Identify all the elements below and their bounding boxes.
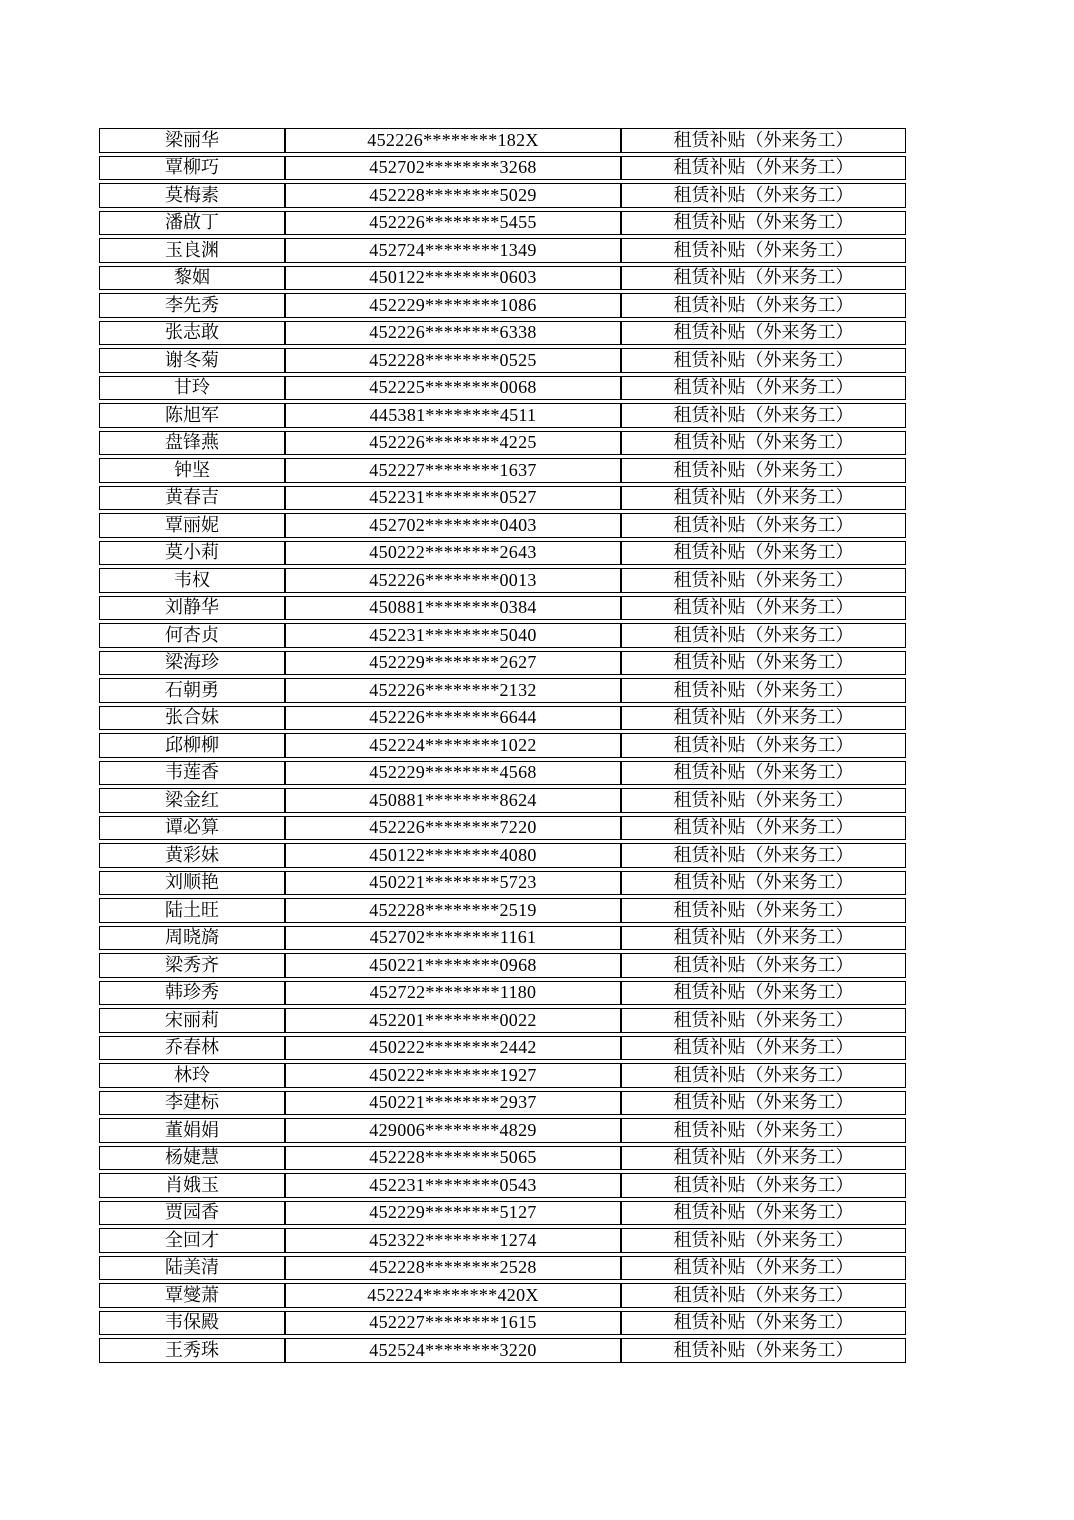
subsidy-cell: 租赁补贴（外来务工）	[621, 1008, 906, 1033]
subsidy-cell: 租赁补贴（外来务工）	[621, 1173, 906, 1198]
id-cell: 452524********3220	[285, 1338, 621, 1363]
subsidy-cell: 租赁补贴（外来务工）	[621, 238, 906, 263]
id-cell: 452228********5065	[285, 1146, 621, 1171]
table-row	[99, 128, 906, 153]
subsidy-cell: 租赁补贴（外来务工）	[621, 403, 906, 428]
id-cell: 452224********1022	[285, 733, 621, 758]
subsidy-cell: 租赁补贴（外来务工）	[621, 321, 906, 346]
id-cell: 452227********1615	[285, 1311, 621, 1336]
subsidy-cell: 租赁补贴（外来务工）	[621, 623, 906, 648]
subsidy-cell: 租赁补贴（外来务工）	[621, 1338, 906, 1363]
subsidy-cell: 租赁补贴（外来务工）	[621, 1311, 906, 1336]
table-row	[99, 1118, 906, 1143]
id-cell: 452724********1349	[285, 238, 621, 263]
name-cell: 玉良渊	[99, 238, 285, 263]
table-row	[99, 458, 906, 483]
name-cell: 周晓旖	[99, 926, 285, 951]
id-cell: 450122********0603	[285, 266, 621, 291]
name-cell: 甘玲	[99, 376, 285, 401]
table-row	[99, 871, 906, 896]
name-cell: 李建标	[99, 1091, 285, 1116]
id-cell: 452228********0525	[285, 348, 621, 373]
name-cell: 林玲	[99, 1063, 285, 1088]
name-cell: 梁金红	[99, 788, 285, 813]
subsidy-cell: 租赁补贴（外来务工）	[621, 1228, 906, 1253]
table-row	[99, 321, 906, 346]
subsidy-cell: 租赁补贴（外来务工）	[621, 843, 906, 868]
subsidy-cell: 租赁补贴（外来务工）	[621, 761, 906, 786]
subsidy-cell: 租赁补贴（外来务工）	[621, 596, 906, 621]
name-cell: 肖娥玉	[99, 1173, 285, 1198]
table-row	[99, 376, 906, 401]
id-cell: 452229********1086	[285, 293, 621, 318]
id-cell: 452226********6644	[285, 706, 621, 731]
subsidy-cell: 租赁补贴（外来务工）	[621, 348, 906, 373]
table-row	[99, 156, 906, 181]
table-row	[99, 733, 906, 758]
id-cell: 452225********0068	[285, 376, 621, 401]
name-cell: 覃燮萧	[99, 1283, 285, 1308]
table-row	[99, 431, 906, 456]
id-cell: 452229********5127	[285, 1201, 621, 1226]
id-cell: 452231********0527	[285, 486, 621, 511]
name-cell: 覃丽妮	[99, 513, 285, 538]
name-cell: 韩珍秀	[99, 981, 285, 1006]
subsidy-roster-table	[99, 125, 906, 1366]
id-cell: 452702********1161	[285, 926, 621, 951]
table-row	[99, 486, 906, 511]
name-cell: 莫小莉	[99, 541, 285, 566]
name-cell: 陆美清	[99, 1256, 285, 1281]
id-cell: 452231********5040	[285, 623, 621, 648]
table-row	[99, 1173, 906, 1198]
name-cell: 黄彩妹	[99, 843, 285, 868]
name-cell: 陆土旺	[99, 898, 285, 923]
table-row	[99, 1091, 906, 1116]
name-cell: 韦保殿	[99, 1311, 285, 1336]
subsidy-cell: 租赁补贴（外来务工）	[621, 513, 906, 538]
subsidy-cell: 租赁补贴（外来务工）	[621, 1118, 906, 1143]
name-cell: 董娟娟	[99, 1118, 285, 1143]
table-row	[99, 898, 906, 923]
id-cell: 452226********2132	[285, 678, 621, 703]
table-row	[99, 1036, 906, 1061]
subsidy-cell: 租赁补贴（外来务工）	[621, 733, 906, 758]
id-cell: 452702********3268	[285, 156, 621, 181]
id-cell: 452229********4568	[285, 761, 621, 786]
subsidy-cell: 租赁补贴（外来务工）	[621, 706, 906, 731]
name-cell: 谭必算	[99, 816, 285, 841]
name-cell: 何杏贞	[99, 623, 285, 648]
name-cell: 刘静华	[99, 596, 285, 621]
id-cell: 452229********2627	[285, 651, 621, 676]
subsidy-cell: 租赁补贴（外来务工）	[621, 926, 906, 951]
name-cell: 盘锋燕	[99, 431, 285, 456]
name-cell: 杨婕慧	[99, 1146, 285, 1171]
subsidy-cell: 租赁补贴（外来务工）	[621, 541, 906, 566]
subsidy-cell: 租赁补贴（外来务工）	[621, 1256, 906, 1281]
id-cell: 450222********1927	[285, 1063, 621, 1088]
subsidy-cell: 租赁补贴（外来务工）	[621, 953, 906, 978]
id-cell: 450122********4080	[285, 843, 621, 868]
subsidy-cell: 租赁补贴（外来务工）	[621, 376, 906, 401]
subsidy-cell: 租赁补贴（外来务工）	[621, 1091, 906, 1116]
id-cell: 450221********0968	[285, 953, 621, 978]
subsidy-cell: 租赁补贴（外来务工）	[621, 431, 906, 456]
table-row	[99, 266, 906, 291]
name-cell: 潘啟丁	[99, 211, 285, 236]
table-row	[99, 1338, 906, 1363]
name-cell: 贾园香	[99, 1201, 285, 1226]
table-row	[99, 651, 906, 676]
id-cell: 452226********7220	[285, 816, 621, 841]
name-cell: 张合妹	[99, 706, 285, 731]
table-row	[99, 1228, 906, 1253]
id-cell: 452722********1180	[285, 981, 621, 1006]
id-cell: 452231********0543	[285, 1173, 621, 1198]
id-cell: 429006********4829	[285, 1118, 621, 1143]
name-cell: 张志敢	[99, 321, 285, 346]
table-row	[99, 1283, 906, 1308]
subsidy-cell: 租赁补贴（外来务工）	[621, 1201, 906, 1226]
name-cell: 邱柳柳	[99, 733, 285, 758]
table-row	[99, 843, 906, 868]
subsidy-cell: 租赁补贴（外来务工）	[621, 183, 906, 208]
id-cell: 452226********4225	[285, 431, 621, 456]
table-row	[99, 1008, 906, 1033]
id-cell: 452226********6338	[285, 321, 621, 346]
subsidy-cell: 租赁补贴（外来务工）	[621, 678, 906, 703]
table-row	[99, 926, 906, 951]
subsidy-cell: 租赁补贴（外来务工）	[621, 898, 906, 923]
id-cell: 452227********1637	[285, 458, 621, 483]
subsidy-cell: 租赁补贴（外来务工）	[621, 266, 906, 291]
name-cell: 全回才	[99, 1228, 285, 1253]
table-row	[99, 1201, 906, 1226]
table-row	[99, 1256, 906, 1281]
name-cell: 石朝勇	[99, 678, 285, 703]
name-cell: 莫梅素	[99, 183, 285, 208]
table-row	[99, 238, 906, 263]
id-cell: 452702********0403	[285, 513, 621, 538]
id-cell: 450221********2937	[285, 1091, 621, 1116]
name-cell: 黄春吉	[99, 486, 285, 511]
subsidy-cell: 租赁补贴（外来务工）	[621, 816, 906, 841]
id-cell: 452228********5029	[285, 183, 621, 208]
table-row	[99, 1146, 906, 1171]
subsidy-cell: 租赁补贴（外来务工）	[621, 293, 906, 318]
id-cell: 452228********2528	[285, 1256, 621, 1281]
table-row	[99, 211, 906, 236]
table-row	[99, 706, 906, 731]
id-cell: 452224********420X	[285, 1283, 621, 1308]
subsidy-cell: 租赁补贴（外来务工）	[621, 871, 906, 896]
subsidy-cell: 租赁补贴（外来务工）	[621, 458, 906, 483]
name-cell: 韦莲香	[99, 761, 285, 786]
subsidy-cell: 租赁补贴（外来务工）	[621, 981, 906, 1006]
id-cell: 452322********1274	[285, 1228, 621, 1253]
name-cell: 王秀珠	[99, 1338, 285, 1363]
table-row	[99, 596, 906, 621]
subsidy-cell: 租赁补贴（外来务工）	[621, 1063, 906, 1088]
table-row	[99, 293, 906, 318]
subsidy-cell: 租赁补贴（外来务工）	[621, 128, 906, 153]
table-row	[99, 1311, 906, 1336]
name-cell: 黎姻	[99, 266, 285, 291]
id-cell: 450222********2442	[285, 1036, 621, 1061]
id-cell: 450221********5723	[285, 871, 621, 896]
table-row	[99, 953, 906, 978]
name-cell: 梁秀齐	[99, 953, 285, 978]
table-row	[99, 816, 906, 841]
subsidy-cell: 租赁补贴（外来务工）	[621, 486, 906, 511]
name-cell: 宋丽莉	[99, 1008, 285, 1033]
subsidy-cell: 租赁补贴（外来务工）	[621, 211, 906, 236]
id-cell: 452226********5455	[285, 211, 621, 236]
subsidy-cell: 租赁补贴（外来务工）	[621, 568, 906, 593]
id-cell: 452226********0013	[285, 568, 621, 593]
name-cell: 梁丽华	[99, 128, 285, 153]
id-cell: 452228********2519	[285, 898, 621, 923]
subsidy-cell: 租赁补贴（外来务工）	[621, 1283, 906, 1308]
name-cell: 乔春林	[99, 1036, 285, 1061]
name-cell: 谢冬菊	[99, 348, 285, 373]
subsidy-cell: 租赁补贴（外来务工）	[621, 156, 906, 181]
table-row	[99, 568, 906, 593]
id-cell: 445381********4511	[285, 403, 621, 428]
table-row	[99, 348, 906, 373]
name-cell: 刘顺艳	[99, 871, 285, 896]
table-row	[99, 761, 906, 786]
table-row	[99, 623, 906, 648]
table-row	[99, 1063, 906, 1088]
name-cell: 钟坚	[99, 458, 285, 483]
table-row	[99, 981, 906, 1006]
table-row	[99, 183, 906, 208]
id-cell: 452201********0022	[285, 1008, 621, 1033]
id-cell: 450881********8624	[285, 788, 621, 813]
table-row	[99, 403, 906, 428]
table-row	[99, 678, 906, 703]
name-cell: 陈旭军	[99, 403, 285, 428]
table-body	[99, 128, 906, 1363]
subsidy-cell: 租赁补贴（外来务工）	[621, 1036, 906, 1061]
name-cell: 梁海珍	[99, 651, 285, 676]
name-cell: 覃柳巧	[99, 156, 285, 181]
subsidy-cell: 租赁补贴（外来务工）	[621, 1146, 906, 1171]
subsidy-cell: 租赁补贴（外来务工）	[621, 651, 906, 676]
name-cell: 李先秀	[99, 293, 285, 318]
subsidy-cell: 租赁补贴（外来务工）	[621, 788, 906, 813]
id-cell: 452226********182X	[285, 128, 621, 153]
table-row	[99, 788, 906, 813]
name-cell: 韦权	[99, 568, 285, 593]
table-row	[99, 541, 906, 566]
table-row	[99, 513, 906, 538]
id-cell: 450222********2643	[285, 541, 621, 566]
id-cell: 450881********0384	[285, 596, 621, 621]
